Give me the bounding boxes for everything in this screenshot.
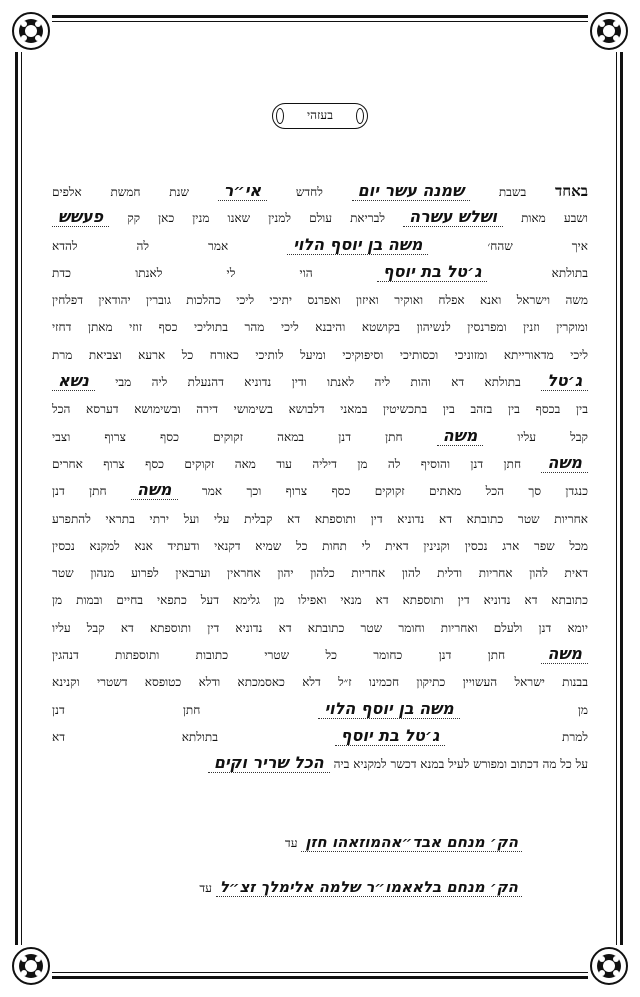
filled-groom-name: משה בן יוסף הלוי bbox=[318, 700, 459, 719]
line-text: בתולתא דא bbox=[52, 729, 219, 744]
text-line bbox=[52, 205, 588, 232]
line-text: בתולתא דא והות ליה לאנתו ודין נדוניא דהנעלת ליה מבי bbox=[115, 375, 521, 390]
text-line bbox=[52, 697, 588, 724]
line-text: למרת bbox=[562, 729, 588, 744]
line-text: חתן דנן והוסיף לה מן דיליה עוד מאה זקוקים כסף צרוף אחרים bbox=[52, 456, 522, 471]
ketubah-text bbox=[52, 178, 588, 779]
text-line: מכל שפר ארג נכסין וקנינין דאית לי תחות כל שמיא דקנאי ודעתיד אנא למקנא נכסין bbox=[52, 538, 588, 553]
line-text: איך שהח׳ bbox=[487, 238, 588, 253]
text-line bbox=[52, 642, 588, 669]
line-text: חתן דנן bbox=[52, 702, 201, 717]
corner-ornament-icon bbox=[10, 10, 52, 52]
line-text: על כל מה דכתוב ומפורש לעיל במנא דכשר למקניא ביה bbox=[333, 757, 588, 772]
corner-ornament-icon bbox=[588, 10, 630, 52]
line-text: חתן דנן כחומר כל שטרי כתובות ותוספתות דנהגין bbox=[52, 648, 506, 663]
text-line bbox=[52, 233, 588, 260]
text-line bbox=[52, 260, 588, 287]
line-text: הוי לי לאנתו כדת bbox=[52, 265, 313, 280]
filled-groom-name: משה בן יוסף הלוי bbox=[287, 236, 428, 255]
line-text: מן bbox=[577, 702, 588, 717]
line-text: ושבע מאות bbox=[521, 211, 588, 226]
filled-groom-name: משה bbox=[131, 481, 178, 500]
text-line: בבנות ישראל העשויין כתיקון חכמינו ז״ל דלא כאסמכתא ודלא כטופסא דשטרי וקנינא bbox=[52, 675, 588, 690]
witness-line-2 bbox=[193, 878, 522, 896]
witness-label: עד bbox=[284, 836, 298, 850]
filled-groom-name: משה bbox=[541, 454, 588, 473]
line-text: קבל עליו bbox=[517, 429, 588, 444]
filled-year: ושלש עשרה bbox=[403, 208, 503, 227]
closing-phrase: הכל שריר וקים bbox=[208, 754, 330, 773]
filled-day: שמנה עשר יום bbox=[352, 182, 471, 201]
text-line: בין בכסף בין בזהב בין בתכשיטין במאני דלבושא בשימושי דירה ובשימושא דערסא הכל bbox=[52, 402, 588, 417]
text-line bbox=[52, 369, 588, 396]
line-text: לבריאת עולם למנין שאנו מנין כאן קק bbox=[127, 211, 386, 226]
line-text: בתולתא bbox=[551, 265, 588, 280]
filled-origin: נשא bbox=[52, 372, 95, 391]
line-text: שנת חמשת אלפים bbox=[52, 185, 189, 199]
corner-ornament-icon bbox=[588, 945, 630, 987]
filled-bride-name: ג׳טל bbox=[541, 372, 588, 391]
text-line bbox=[52, 751, 588, 778]
witness-line-1 bbox=[279, 833, 522, 851]
text-line bbox=[52, 424, 588, 451]
header-label: בעזהי bbox=[272, 103, 368, 129]
text-line: דאית להון אחריות ודלית להון אחריות כלהון יהון אחראין וערבאין לפרוע מנהון שטר bbox=[52, 566, 588, 581]
text-line: אחריות שטר כתובתא דא נדוניא דין ותוספתא דא קבלית עלי ועל ירתי בתראי להתפרע bbox=[52, 511, 588, 526]
filled-groom-name: משה bbox=[541, 645, 588, 664]
witness-label: עד bbox=[199, 881, 212, 895]
text-line: יומא דנן ולעלם ואחריות וחומר שטר כתובתא דא נדוניא דין ותוספתא דא קבל עליו bbox=[52, 620, 588, 635]
opening-word: באחד bbox=[555, 182, 588, 200]
text-line bbox=[52, 451, 588, 478]
line-text: חתן דנן במאה זקוקים כסף צרוף וצבי bbox=[52, 429, 403, 444]
line-text: כנגדן סך הכל מאתים זקוקים כסף צרוף וכך אמר bbox=[201, 484, 588, 499]
text-line bbox=[52, 724, 588, 751]
line-text: לחדש bbox=[295, 185, 323, 199]
filled-groom-name: משה bbox=[437, 427, 484, 446]
text-line: ומוקרין וזנין ומפרנסין לנשיהון בקושטא והיבנא ליכי מהר בתוליכי כסף זוזי מאתן דחזי bbox=[52, 320, 588, 335]
line-text: חתן דנן bbox=[52, 484, 107, 499]
witness-signature: הק׳ מנחם אבד״אהמוזאהו חזן bbox=[301, 833, 522, 852]
text-line bbox=[52, 478, 588, 505]
line-text: אמר לה להדא bbox=[52, 238, 229, 253]
witness-signature: הק׳ מנחם בלאאמו״ר שלמה אלימלך זצ״ל bbox=[216, 878, 522, 897]
corner-ornament-icon bbox=[10, 945, 52, 987]
text-line bbox=[52, 178, 588, 205]
filled-bride-name: ג׳טל בת יוסף bbox=[377, 263, 488, 282]
filled-bride-name: ג׳טל בת יוסף bbox=[335, 727, 446, 746]
filled-place: פעשש bbox=[52, 208, 109, 227]
text-line: כתובתא דא נדוניא דין ותוספתא דא מנאי ואפילו מן גלימא דעל כתפאי בחיים ובמות מן bbox=[52, 593, 588, 608]
text-line: משה וישראל ואנא אפלח ואוקיר ואיזון ואפרנס יתיכי ליכי כהלכות גוברין יהודאין דפלחין bbox=[52, 293, 588, 308]
text-line: ליכי מדאורייתא ומזוניכי וכסותיכי וסיפוקיכי ומיעל לותיכי כאורח כל ארעא וצביאת מרת bbox=[52, 347, 588, 362]
line-text: בשבת bbox=[498, 185, 527, 199]
filled-month: אי״ר bbox=[218, 182, 267, 201]
